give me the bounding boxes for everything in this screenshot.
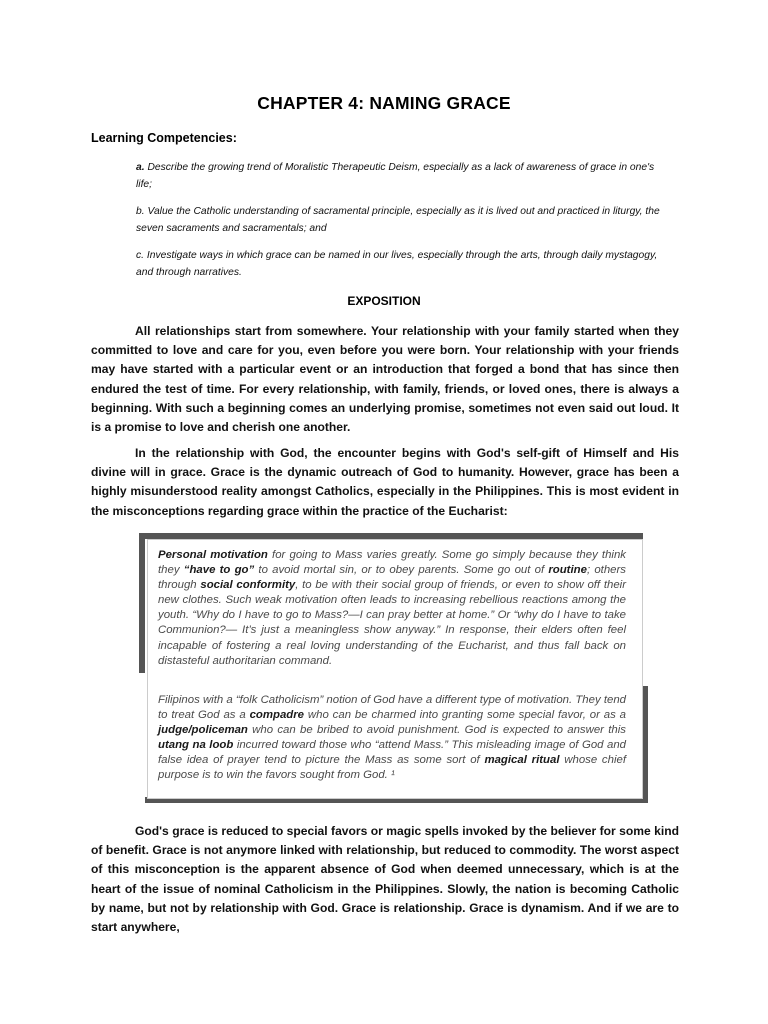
quote-text: for going to Mass varies greatly. Some go simply because they think they: [158, 549, 626, 577]
paragraph-2: In the relationship with God, the encounter begins with God's self-gift of Himself and His divine will in grace. Grace is the dynamic outreach of God to humanity. However, grace has been a highly misunderstood reality amongst Catholics, especially in the Philippines. This is most evident in the misconceptions regarding grace within the practice of the Eucharist:: [91, 446, 679, 518]
emphasized-term: social conformity: [200, 579, 296, 592]
quote-text: who can be charmed into granting some special favor, or as a: [304, 709, 626, 722]
competency-text: Describe the growing trend of Moralistic Therapeutic Deism, especially as a lack of awareness of grace in one's life;: [136, 162, 655, 190]
competency-a: [136, 159, 672, 193]
quote-text: to avoid mortal sin, or to obey parents. Some go out of: [254, 564, 549, 577]
competency-marker: c.: [136, 250, 145, 261]
emphasized-term: “have to go”: [183, 564, 255, 577]
quote-text: incurred toward those who “attend Mass.” This misleading image of God and false idea of prayer tend to picture the Mass as some sort of: [158, 739, 626, 767]
paragraph-3: God's grace is reduced to special favors or magic spells invoked by the believer for some kind of benefit. Grace is not anymore linked with relationship, but reduced to commodity. The worst aspect of this misconception is the apparent absence of God when deemed unnecessary, which is at the heart of the issue of nominal Catholicism in the Philippines. Slowly, the nation is becoming Catholic by name, but not by relationship with God. Grace is relationship. Grace is dynamism. And if we are to start anywhere,: [91, 824, 679, 935]
emphasized-term: Personal motivation: [158, 549, 268, 561]
emphasized-term: judge/policeman: [158, 724, 248, 737]
exposition-heading: EXPOSITION: [347, 294, 421, 308]
quote-text: , to be with their social group of friends, or even to show off their new clothes. Such weak motivation often leads to increasing rebellious reactions among the youth. “Why do I have to go to Mass?—I can pray better at home.” Or “why do I have to take Communion?— It’s just a meaningless show anyway.” In response, their elders often feel incapable of fostering a real loving understanding of the Eucharist, and thus fall back on distasteful authoritarian command.: [158, 579, 626, 667]
learning-competencies-heading: Learning Competencies:: [91, 131, 237, 145]
paragraph-1: All relationships start from somewhere. Your relationship with your family started when they committed to love and care for you, even before you were born. Your relationship with your friends may have started with a particular event or an introduction that forged a bond that has since then endured the test of time. For every relationship, with family, friends, or loved ones, there is always a beginning. With such a beginning comes an underlying promise, sometimes not even said out loud. It is a promise to love and cherish one another.: [91, 324, 679, 435]
emphasized-term: routine: [548, 564, 587, 577]
quote-text: ; others through: [158, 564, 626, 592]
chapter-title: CHAPTER 4: NAMING GRACE: [257, 93, 511, 113]
quote-paragraph-1: [158, 548, 626, 669]
quote-text: who can be bribed to avoid punishment. God is expected to answer this: [247, 724, 626, 737]
emphasized-term: utang na loob: [158, 739, 234, 752]
competency-b: [136, 203, 672, 237]
quote-paragraph-2: [158, 693, 626, 784]
quote-text: whose chief purpose is to win the favors sought from God. ¹: [158, 754, 626, 782]
emphasized-term: magical ritual: [484, 754, 560, 767]
quote-text: Filipinos with a “folk Catholicism” notion of God have a different type of motivation. They tend to treat God as a: [158, 694, 626, 722]
competency-text: Investigate ways in which grace can be named in our lives, especially through the arts, through daily mystagogy, and through narratives.: [136, 250, 658, 278]
quote-frame-left: [139, 533, 145, 673]
competency-c: [136, 247, 672, 281]
emphasized-term: compadre: [249, 709, 305, 722]
competency-text: Value the Catholic understanding of sacramental principle, especially as it is lived out and practiced in liturgy, the seven sacraments and sacramentals; and: [136, 206, 660, 234]
competency-marker: b.: [136, 206, 145, 217]
competency-marker: a.: [136, 162, 145, 173]
